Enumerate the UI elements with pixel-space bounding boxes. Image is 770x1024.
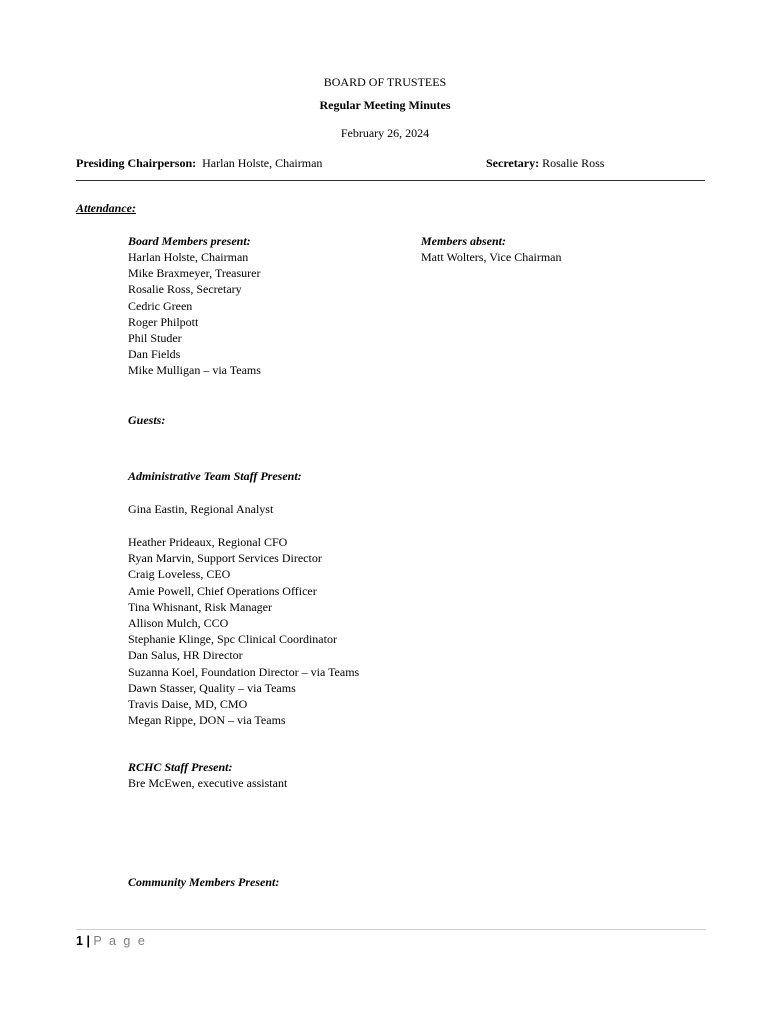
admin-staff-member: Craig Loveless, CEO (128, 567, 231, 582)
present-member: Cedric Green (128, 298, 193, 313)
secretary-value: Rosalie Ross (542, 156, 605, 170)
present-member: Rosalie Ross, Secretary (128, 282, 242, 297)
rchc-staff-member: Bre McEwen, executive assistant (128, 776, 288, 790)
rchc-staff-heading: RCHC Staff Present: (128, 760, 233, 774)
attendance-heading: Attendance: (76, 201, 136, 215)
page-label: P a g e (93, 934, 147, 948)
present-member: Harlan Holste, Chairman (128, 250, 249, 264)
present-member: Roger Philpott (128, 314, 199, 329)
page-separator: | (86, 934, 90, 948)
page-footer (76, 934, 147, 948)
admin-staff-member: Allison Mulch, CCO (128, 615, 229, 630)
rchc-staff-list (128, 775, 287, 791)
admin-staff-member: Dan Salus, HR Director (128, 648, 243, 663)
admin-staff-member: Suzanna Koel, Foundation Director – via Teams (128, 664, 360, 679)
present-heading: Board Members present: (128, 234, 251, 248)
page-number: 1 (76, 934, 83, 948)
absent-member: Matt Wolters, Vice Chairman (421, 250, 562, 264)
absent-heading: Members absent: (421, 234, 506, 248)
present-member: Phil Studer (128, 330, 182, 345)
admin-staff-first: Gina Eastin, Regional Analyst (128, 502, 274, 516)
admin-staff-member: Stephanie Klinge, Spc Clinical Coordinator (128, 632, 337, 647)
present-member: Mike Mulligan – via Teams (128, 363, 261, 378)
secretary (486, 156, 604, 170)
header-divider (76, 180, 705, 181)
admin-staff-member: Tina Whisnant, Risk Manager (128, 599, 272, 614)
admin-staff-member: Travis Daise, MD, CMO (128, 696, 248, 711)
admin-staff-member: Amie Powell, Chief Operations Officer (128, 583, 317, 598)
presiding-chairperson (76, 156, 322, 170)
footer-divider (76, 929, 706, 930)
presiding-value: Harlan Holste, Chairman (202, 156, 323, 170)
admin-staff-heading: Administrative Team Staff Present: (128, 469, 302, 483)
present-member: Dan Fields (128, 347, 181, 362)
secretary-label: Secretary: (486, 156, 540, 170)
community-heading: Community Members Present: (128, 875, 280, 889)
document-title: Regular Meeting Minutes (319, 98, 451, 112)
admin-staff-member: Ryan Marvin, Support Services Director (128, 551, 322, 566)
absent-list (421, 249, 562, 265)
admin-staff-member: Megan Rippe, DON – via Teams (128, 713, 286, 728)
present-member: Mike Braxmeyer, Treasurer (128, 266, 261, 281)
admin-staff-list (128, 534, 359, 728)
guests-heading: Guests: (128, 413, 166, 427)
meeting-date: February 26, 2024 (340, 126, 430, 140)
admin-staff-member: Heather Prideaux, Regional CFO (128, 535, 288, 549)
org-title: BOARD OF TRUSTEES (323, 75, 447, 89)
presiding-label: Presiding Chairperson: (76, 156, 197, 170)
present-list (128, 249, 261, 379)
admin-staff-member: Dawn Stasser, Quality – via Teams (128, 680, 296, 695)
